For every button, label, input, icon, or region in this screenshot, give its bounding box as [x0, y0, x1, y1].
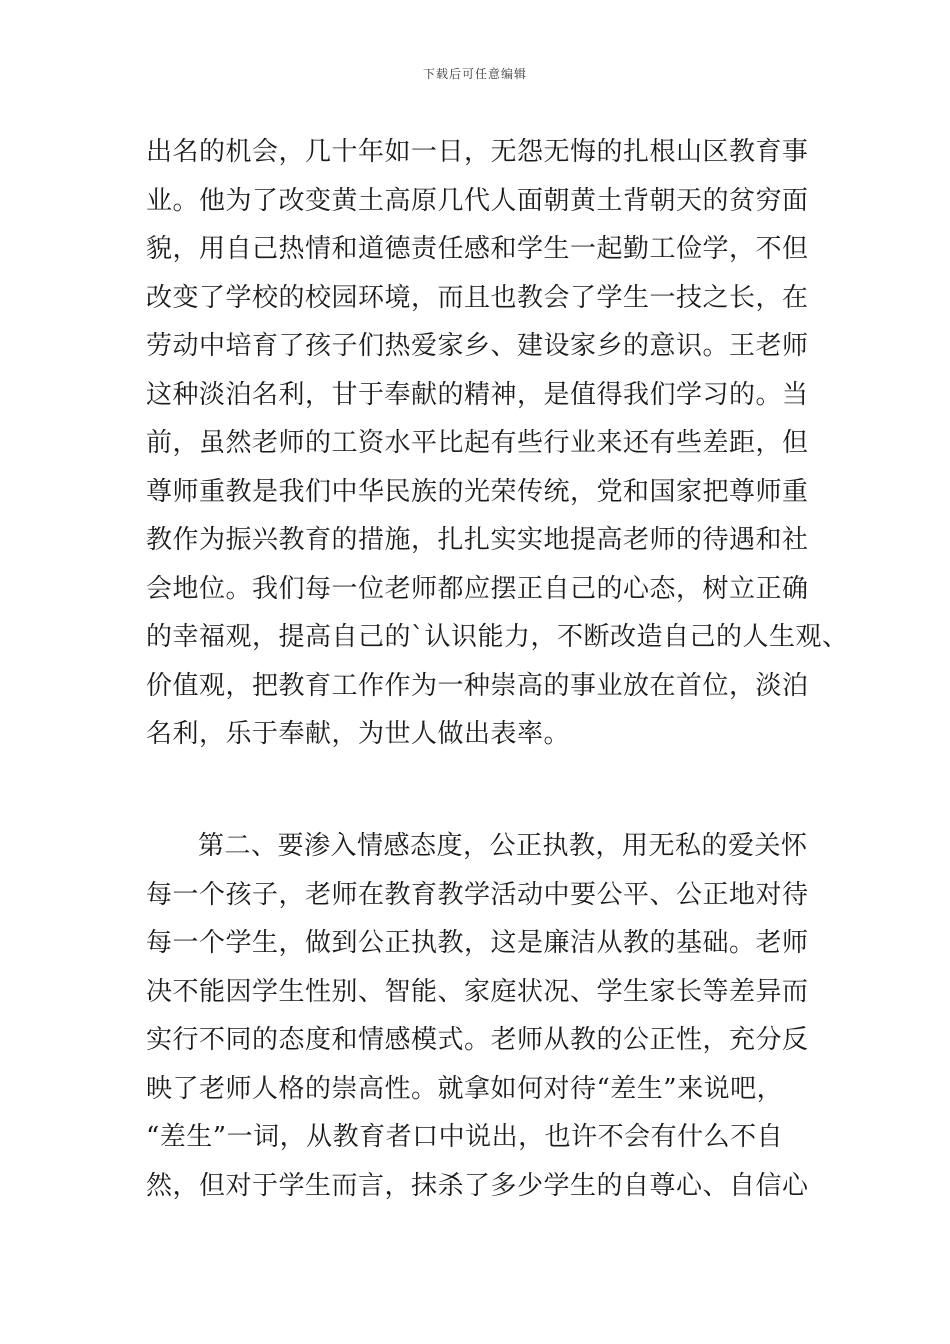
page-header: 下载后可任意编辑 [422, 67, 527, 81]
paragraph-2 [146, 822, 826, 1210]
text-line: 这种淡泊名利，甘于奉献的精神，是值得我们学习的。当 [146, 379, 809, 410]
text-line: 改变了学校的校园环境，而且也教会了学生一技之长，在 [146, 282, 809, 313]
text-line: 实行不同的态度和情感模式。老师从教的公正性，充分反 [146, 1025, 809, 1055]
text-line: 教作为振兴教育的措施，扎扎实实地提高老师的待遇和社 [146, 525, 809, 555]
text-line: “差生”一词，从教育者口中说出，也许不会有什么不自 [146, 1122, 784, 1152]
text-line-first: 第二、要渗入情感态度，公正执教，用无私的爱关怀 [198, 831, 808, 861]
text-line: 名利，乐于奉献，为世人做出表率。 [146, 719, 571, 749]
text-line: 价值观，把教育工作作为一种崇高的事业放在首位，淡泊 [146, 670, 809, 701]
text-line: 会地位。我们每一位老师都应摆正自己的心态，树立正确 [146, 573, 809, 604]
paragraph-1 [146, 128, 849, 759]
text-line: 尊师重教是我们中华民族的光荣传统，党和国家把尊师重 [146, 476, 809, 507]
text-line: 每一个孩子，老师在教育教学活动中要公平、公正地对待 [146, 879, 809, 910]
text-line: 劳动中培育了孩子们热爱家乡、建设家乡的意识。王老师 [146, 331, 809, 361]
text-line: 前，虽然老师的工资水平比起有些行业来还有些差距，但 [146, 428, 809, 458]
text-line: 然，但对于学生而言，抹杀了多少学生的自尊心、自信心 [146, 1170, 809, 1201]
text-line: 的幸福观，提高自己的`认识能力，不断改造自己的人生观、 [146, 622, 849, 652]
text-line: 出名的机会，几十年如一日，无怨无悔的扎根山区教育事 [146, 137, 809, 167]
text-line: 映了老师人格的崇高性。就拿如何对待“差生”来说吧， [146, 1073, 784, 1104]
text-line: 决不能因学生性别、智能、家庭状况、学生家长等差异而 [146, 976, 809, 1007]
text-line: 业。他为了改变黄土高原几代人面朝黄土背朝天的贫穷面 [146, 185, 809, 216]
text-line: 貌，用自己热情和道德责任感和学生一起勤工俭学，不但 [146, 234, 809, 264]
text-line: 每一个学生，做到公正执教，这是廉洁从教的基础。老师 [146, 928, 809, 958]
